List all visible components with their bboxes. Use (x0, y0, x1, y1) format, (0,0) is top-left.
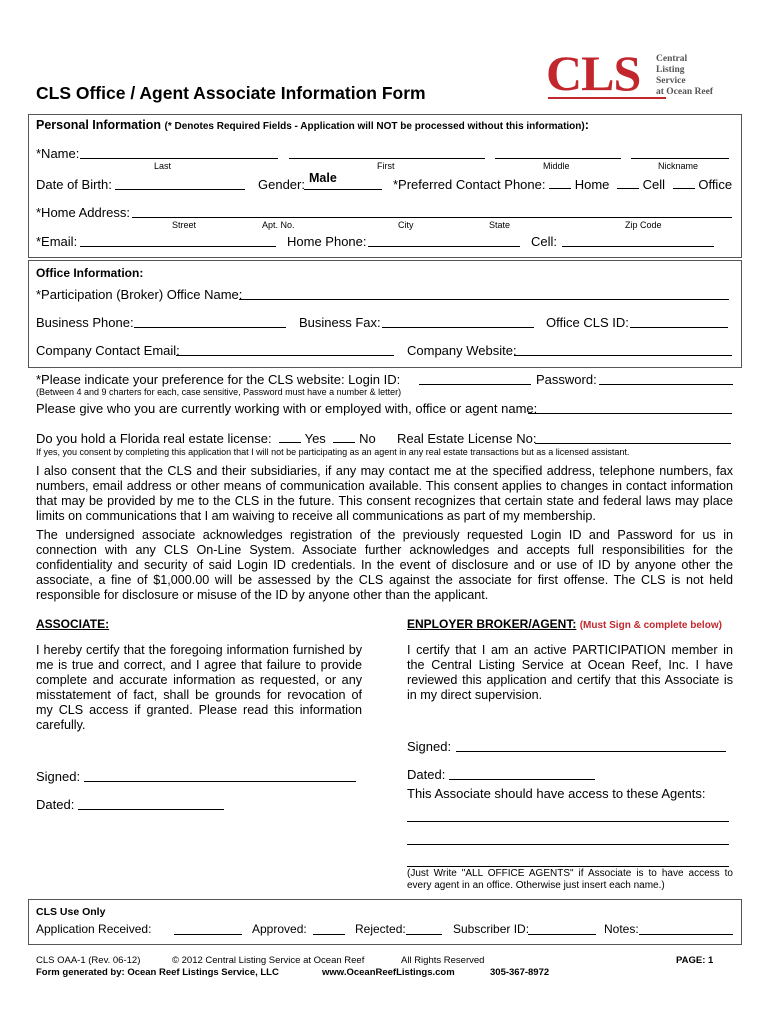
employer-date-field[interactable] (449, 779, 595, 780)
agents-access-note: (Just Write "ALL OFFICE AGENTS" if Associate is to have access to every agent in an office. Otherwise just insert each name.) (407, 868, 733, 891)
state-sublabel: State (489, 220, 511, 230)
page-title: CLS Office / Agent Associate Information Form (36, 83, 426, 103)
password-field[interactable] (599, 384, 733, 385)
cell-label: Cell: (531, 234, 558, 249)
company-email-field[interactable] (176, 355, 394, 356)
cls-logo-subtext: Central Listing Service at Ocean Reef (656, 54, 713, 97)
business-fax-field[interactable] (382, 327, 534, 328)
company-email-label: Company Contact Email: (36, 343, 180, 358)
personal-info-heading: Personal Information (* Denotes Required Fields - Application will NOT be processed without this information): (36, 118, 589, 132)
approved-label: Approved: (252, 922, 307, 936)
company-website-label: Company Website: (407, 343, 517, 358)
gender-value: Male (309, 171, 337, 185)
login-note: (Between 4 and 9 charters for each, case sensitive, Password must have a number & letter) (36, 387, 402, 397)
working-with-label: Please give who you are currently working with or employed with, office or agent name: (36, 401, 538, 416)
name-label: *Name: (36, 146, 80, 161)
cls-use-heading: CLS Use Only (36, 906, 106, 918)
gender-label: Gender: (258, 177, 305, 192)
contact-cell-check[interactable] (617, 188, 639, 189)
consent-paragraph: I also consent that the CLS and their subsidiaries, if any may contact me at the specified address, telephone numbers, fax numbers, email address or other means of communication available. This consent applies to changes in contact information that may be provided by me to the CLS in the future. This consent recognizes that certain state and federal laws may place limits on communications that I am waiving to receive all communications as part of my membership. (36, 464, 733, 523)
broker-office-label: *Participation (Broker) Office Name: (36, 287, 243, 302)
license-no-field[interactable] (535, 443, 731, 444)
home-address-field[interactable] (132, 217, 732, 218)
agents-access-line-1[interactable] (407, 821, 729, 822)
cell-field[interactable] (562, 246, 714, 247)
cls-logo-text: CLS (546, 45, 641, 101)
license-yes-check[interactable] (279, 442, 301, 443)
application-received-field[interactable] (174, 934, 242, 935)
employer-certification: I certify that I am an active PARTICIPATION member in the Central Listing Service at Ocean Reef, Inc. I have reviewed this application and certify that this Associate is in my direct supervision. (407, 643, 733, 702)
employer-signed-label: Signed: (407, 739, 452, 754)
cls-logo-line (548, 97, 666, 99)
office-cls-id-field[interactable] (630, 327, 728, 328)
first-name-field[interactable] (289, 158, 485, 159)
associate-signature-field[interactable] (84, 781, 356, 782)
form-code: CLS OAA-1 (Rev. 06-12) (36, 955, 141, 966)
footer-website-link[interactable]: www.OceanReefListings.com (322, 967, 455, 978)
license-note: If yes, you consent by completing this application that I will not be participating as an agent in any real estate transactions but as a licensed assistant. (36, 447, 630, 457)
address-label: *Home Address: (36, 205, 130, 220)
associate-dated-label: Dated: (36, 797, 75, 812)
last-name-field[interactable] (80, 158, 278, 159)
employer-signature-field[interactable] (456, 751, 726, 752)
street-sublabel: Street (172, 220, 197, 230)
business-phone-field[interactable] (134, 327, 286, 328)
footer-phone: 305-367-8972 (490, 967, 550, 978)
password-label: Password: (536, 372, 597, 387)
gender-field[interactable] (304, 189, 382, 190)
copyright: © 2012 Central Listing Service at Ocean Reef (172, 955, 365, 966)
cls-logo (546, 45, 726, 106)
form-generated-by: Form generated by: Ocean Reef Listings Service, LLC (36, 967, 279, 978)
apt-sublabel: Apt. No. (262, 220, 295, 230)
notes-field[interactable] (639, 934, 733, 935)
employer-dated-label: Dated: (407, 767, 446, 782)
agents-access-label: This Associate should have access to these Agents: (407, 786, 706, 801)
license-no-label: Real Estate License No: (397, 431, 537, 446)
city-sublabel: City (398, 220, 414, 230)
company-website-field[interactable] (514, 355, 732, 356)
contact-office-check[interactable] (673, 188, 695, 189)
working-with-field[interactable] (528, 413, 732, 414)
subscriber-id-field[interactable] (528, 934, 596, 935)
home-phone-field[interactable] (368, 246, 520, 247)
broker-office-field[interactable] (239, 299, 729, 300)
associate-certification: I hereby certify that the foregoing information furnished by me is true and correct, and I agree that failure to provide complete and accurate information as requested, or any misstatement of fact, shall be grounds for revocation of my CLS access if granted. Please read this information carefully. (36, 643, 362, 732)
all-rights-reserved: All Rights Reserved (401, 955, 485, 966)
last-sublabel: Last (154, 161, 172, 171)
login-id-label: *Please indicate your preference for the CLS website: Login ID: (36, 372, 401, 387)
preferred-contact: *Preferred Contact Phone: Home Cell Office (393, 177, 733, 192)
subscriber-id-label: Subscriber ID: (453, 922, 530, 936)
contact-home-check[interactable] (549, 188, 571, 189)
nickname-field[interactable] (631, 158, 729, 159)
dob-field[interactable] (115, 189, 245, 190)
employer-heading: ENPLOYER BROKER/AGENT: (Must Sign & complete below) (407, 617, 722, 631)
acknowledgement-paragraph: The undersigned associate acknowledges registration of the previously requested Login ID and Password for us in connection with any CLS On-Line System. Associate further acknowledges and accepts full responsibilities for the confidentiality and security of said Login ID credentials. In the event of disclosure and or use of ID by anyone other the associate, a fine of $1,000.00 will be assessed by the CLS against the associate for first offense. The CLS is not held responsible for disclosure or misuse of the ID by anyone other than the applicant. (36, 528, 733, 602)
office-info-heading: Office Information: (36, 266, 144, 280)
zip-sublabel: Zip Code (625, 220, 662, 230)
agents-access-line-3[interactable] (407, 866, 729, 867)
license-question: Do you hold a Florida real estate license: Yes No (36, 431, 376, 446)
associate-signed-label: Signed: (36, 769, 81, 784)
notes-label: Notes: (604, 922, 639, 936)
associate-date-field[interactable] (78, 809, 224, 810)
email-field[interactable] (80, 246, 276, 247)
office-cls-id-label: Office CLS ID: (546, 315, 629, 330)
application-received-label: Application Received: (36, 922, 152, 936)
login-id-field[interactable] (419, 384, 531, 385)
license-no-check[interactable] (333, 442, 355, 443)
nickname-sublabel: Nickname (658, 161, 699, 171)
email-label: *Email: (36, 234, 78, 249)
rejected-label: Rejected: (355, 922, 406, 936)
approved-field[interactable] (313, 934, 345, 935)
business-fax-label: Business Fax: (299, 315, 381, 330)
rejected-field[interactable] (406, 934, 442, 935)
associate-heading: ASSOCIATE: (36, 617, 110, 631)
page-number: PAGE: 1 (676, 955, 714, 966)
agents-access-line-2[interactable] (407, 844, 729, 845)
home-phone-label: Home Phone: (287, 234, 367, 249)
first-sublabel: First (377, 161, 395, 171)
middle-name-field[interactable] (495, 158, 621, 159)
business-phone-label: Business Phone: (36, 315, 134, 330)
dob-label: Date of Birth: (36, 177, 112, 192)
middle-sublabel: Middle (543, 161, 570, 171)
